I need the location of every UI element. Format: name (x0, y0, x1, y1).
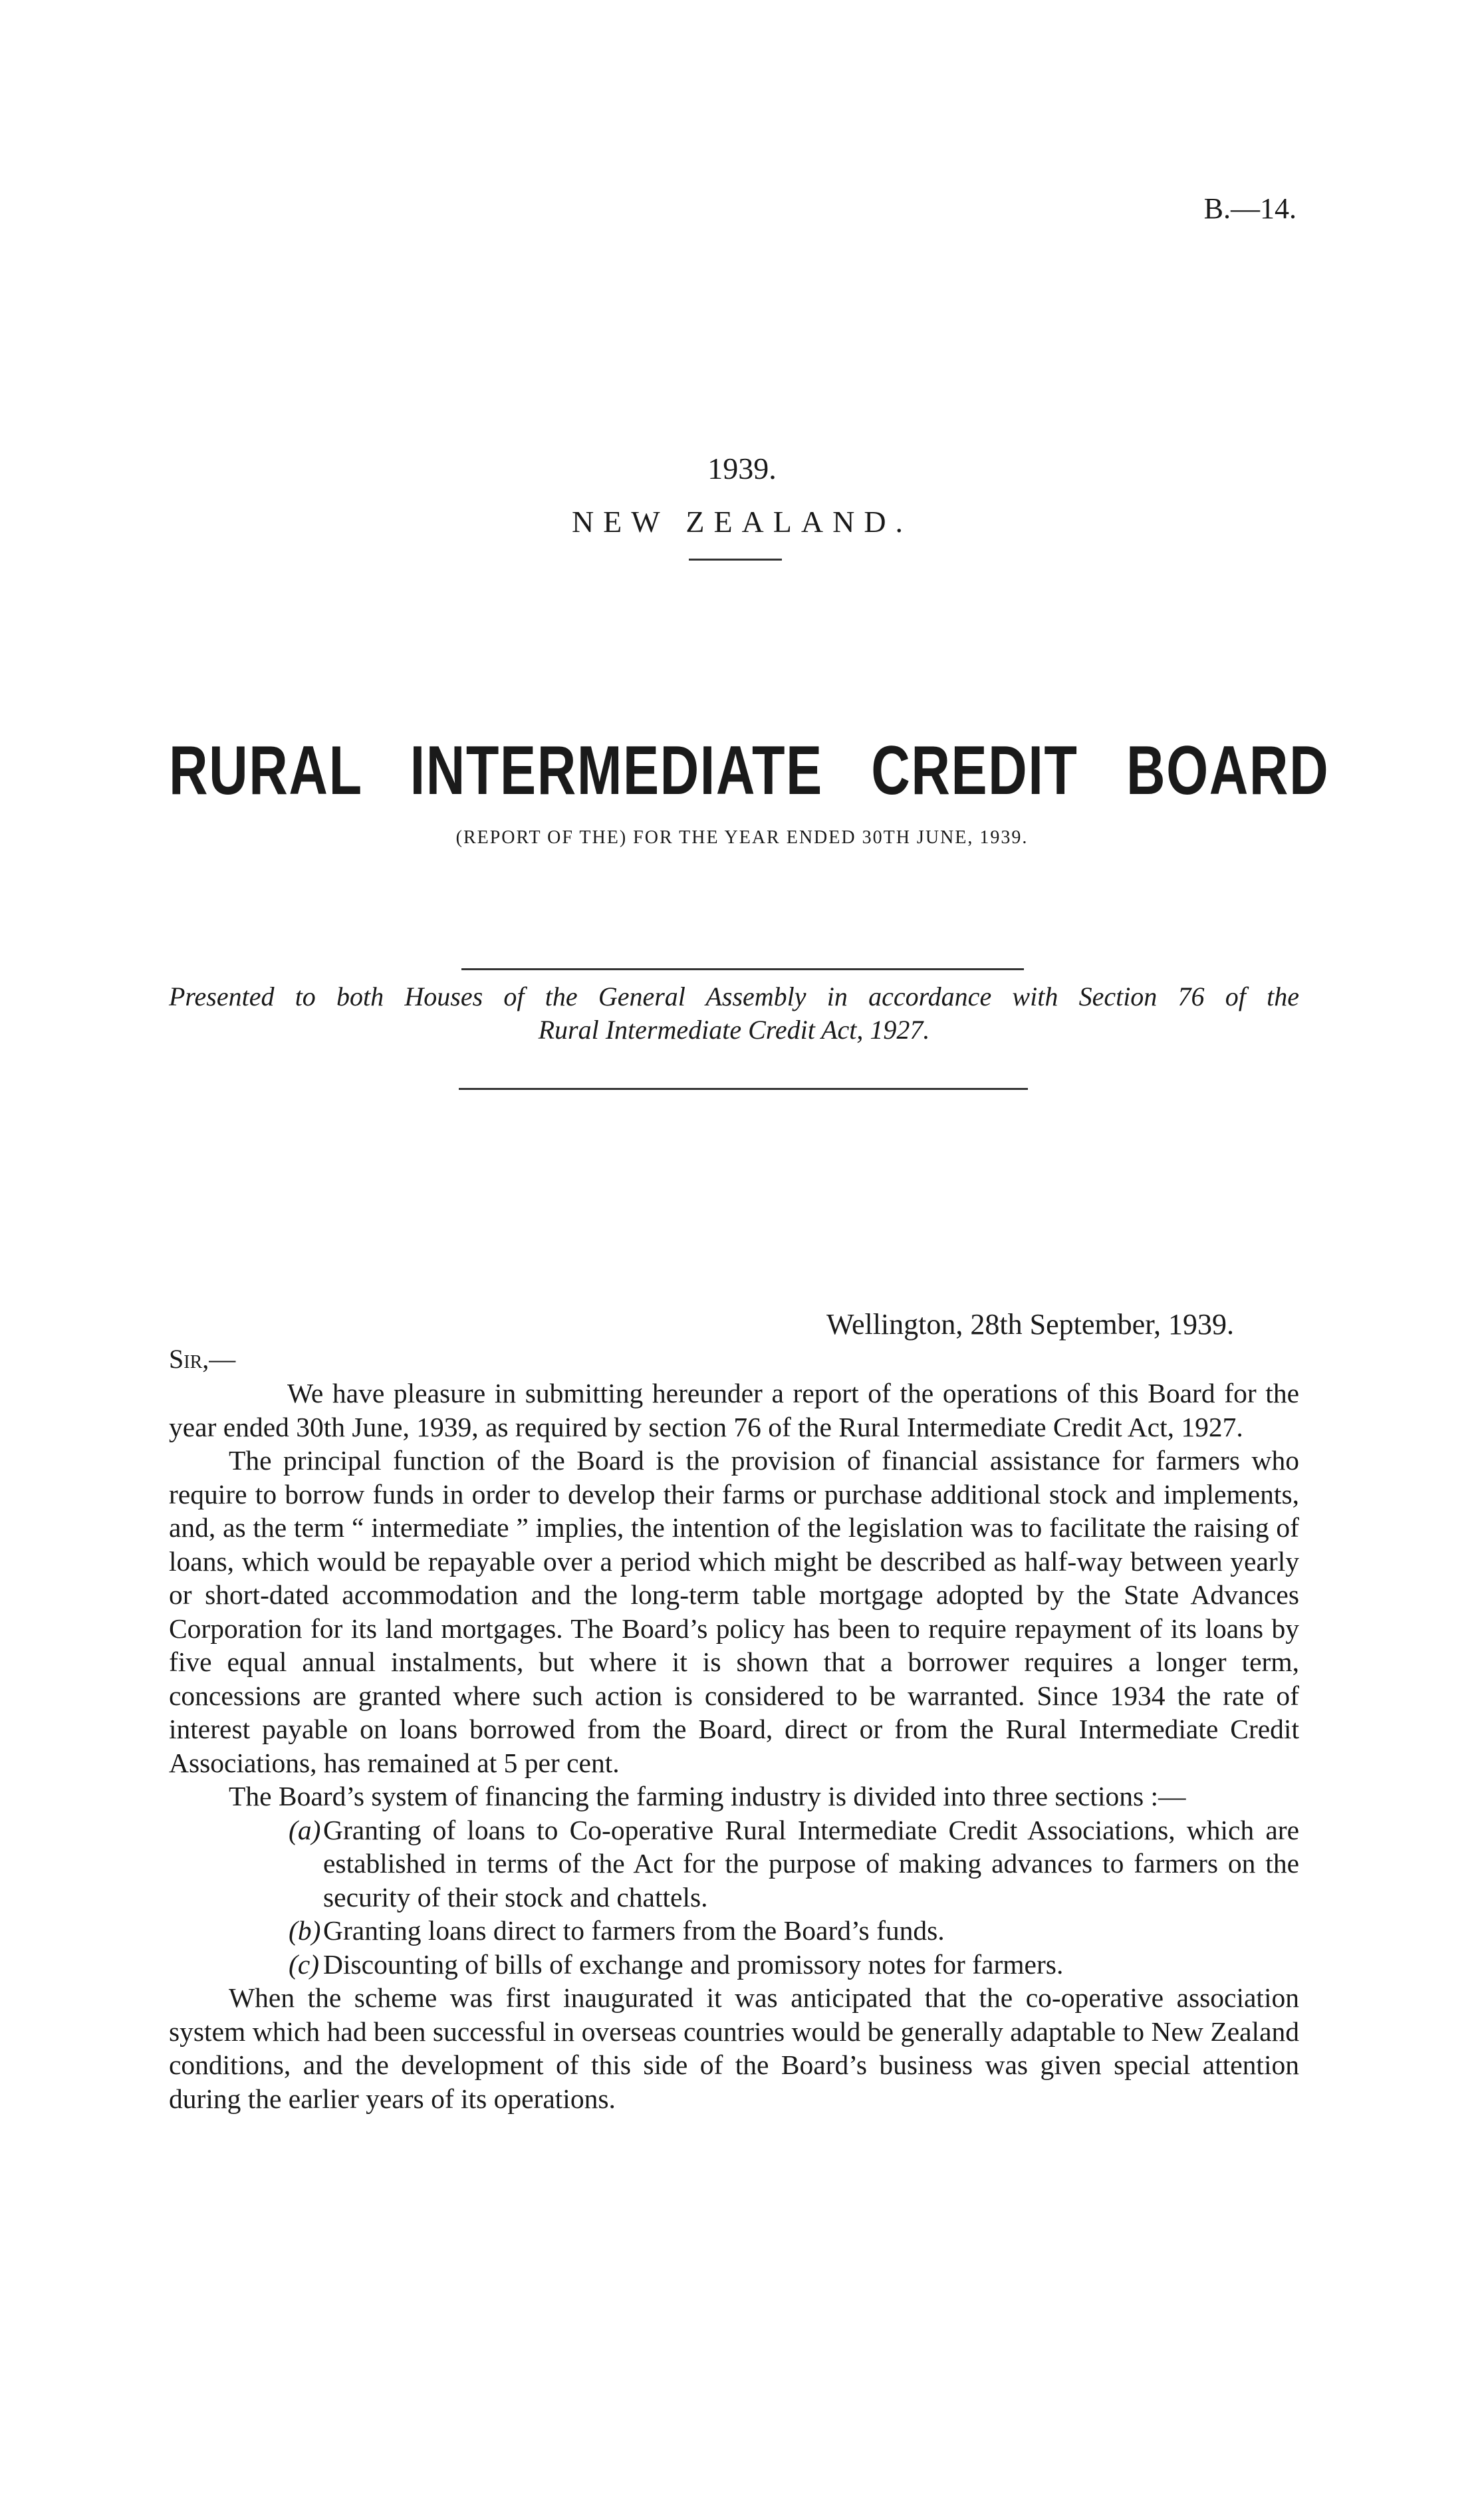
paragraph-4: When the scheme was first inaugurated it was anticipated that the co-operative association system which had been successful in overseas countries would be generally adaptable to New Zealand conditions, and the development of this side of the Board’s business was given special attention during the earlier years of its operations. (169, 1982, 1299, 2114)
divider-bottom (459, 1088, 1028, 1090)
list-item (289, 1914, 1299, 1948)
list-item-label: (c) (289, 1948, 320, 1980)
list-item (289, 1948, 1299, 1982)
presentation-line-1: Presented to both Houses of the General Assembly in accordance with Section 76 of the (169, 982, 1299, 1011)
list-item-label: (b) (289, 1915, 321, 1946)
paragraph-1: We have pleasure in submitting hereunder a report of the operations of this Board for the year ended 30th June, 1939, as required by section 76 of the Rural Intermediate Credit Act, 1927. (169, 1378, 1299, 1442)
list-item (289, 1813, 1299, 1914)
country-heading: NEW ZEALAND. (571, 505, 913, 539)
document-title: RURAL INTERMEDIATE CREDIT BOARD (169, 732, 1330, 809)
list-item-text: Discounting of bills of exchange and promissory notes for farmers. (323, 1948, 1064, 1980)
letter-body (169, 1377, 1299, 2115)
list-item-label: (a) (289, 1814, 321, 1845)
presentation-note (169, 980, 1299, 1047)
divider-top (461, 968, 1024, 970)
paragraph-2: The principal function of the Board is the provision of financial assistance for farmers who require to borrow funds in order to develop their farms or purchase additional stock and implements, and, as the term “ intermediate ” implies, the intention of the legislation was to facilitate the raising of loans, which would be repayable over a period which might be described as half-way between yearly or short-dated accommodation and the long-term table mortgage adopted by the State Advances Corporation for its land mortgages. The Board’s policy has been to require repayment of its loans by five equal annual instalments, but where it is shown that a borrower requires a longer term, concessions are granted where such action is considered to be warranted. Since 1934 the rate of interest payable on loans borrowed from the Board, direct or from the Rural Intermediate Credit Associations, has remained at 5 per cent. (169, 1445, 1299, 1778)
salutation: Sir,— (169, 1344, 236, 1374)
list-item-text: Granting of loans to Co-operative Rural Intermediate Credit Associations, which are established in terms of the Act for the purpose of making advances to farmers on the security of their stock and chattels. (323, 1814, 1299, 1912)
page-reference: B.—14. (1203, 192, 1297, 225)
paragraph-3: The Board’s system of financing the farming industry is divided into three sections :— (229, 1781, 1186, 1811)
list-item-text: Granting loans direct to farmers from the Board’s funds. (323, 1915, 945, 1946)
divider-short (689, 559, 782, 561)
dateline: Wellington, 28th September, 1939. (826, 1308, 1234, 1341)
presentation-line-2: Rural Intermediate Credit Act, 1927. (538, 1015, 930, 1045)
document-subtitle: (REPORT OF THE) FOR THE YEAR ENDED 30TH JUNE, 1939. (455, 827, 1029, 848)
report-year: 1939. (707, 452, 777, 485)
